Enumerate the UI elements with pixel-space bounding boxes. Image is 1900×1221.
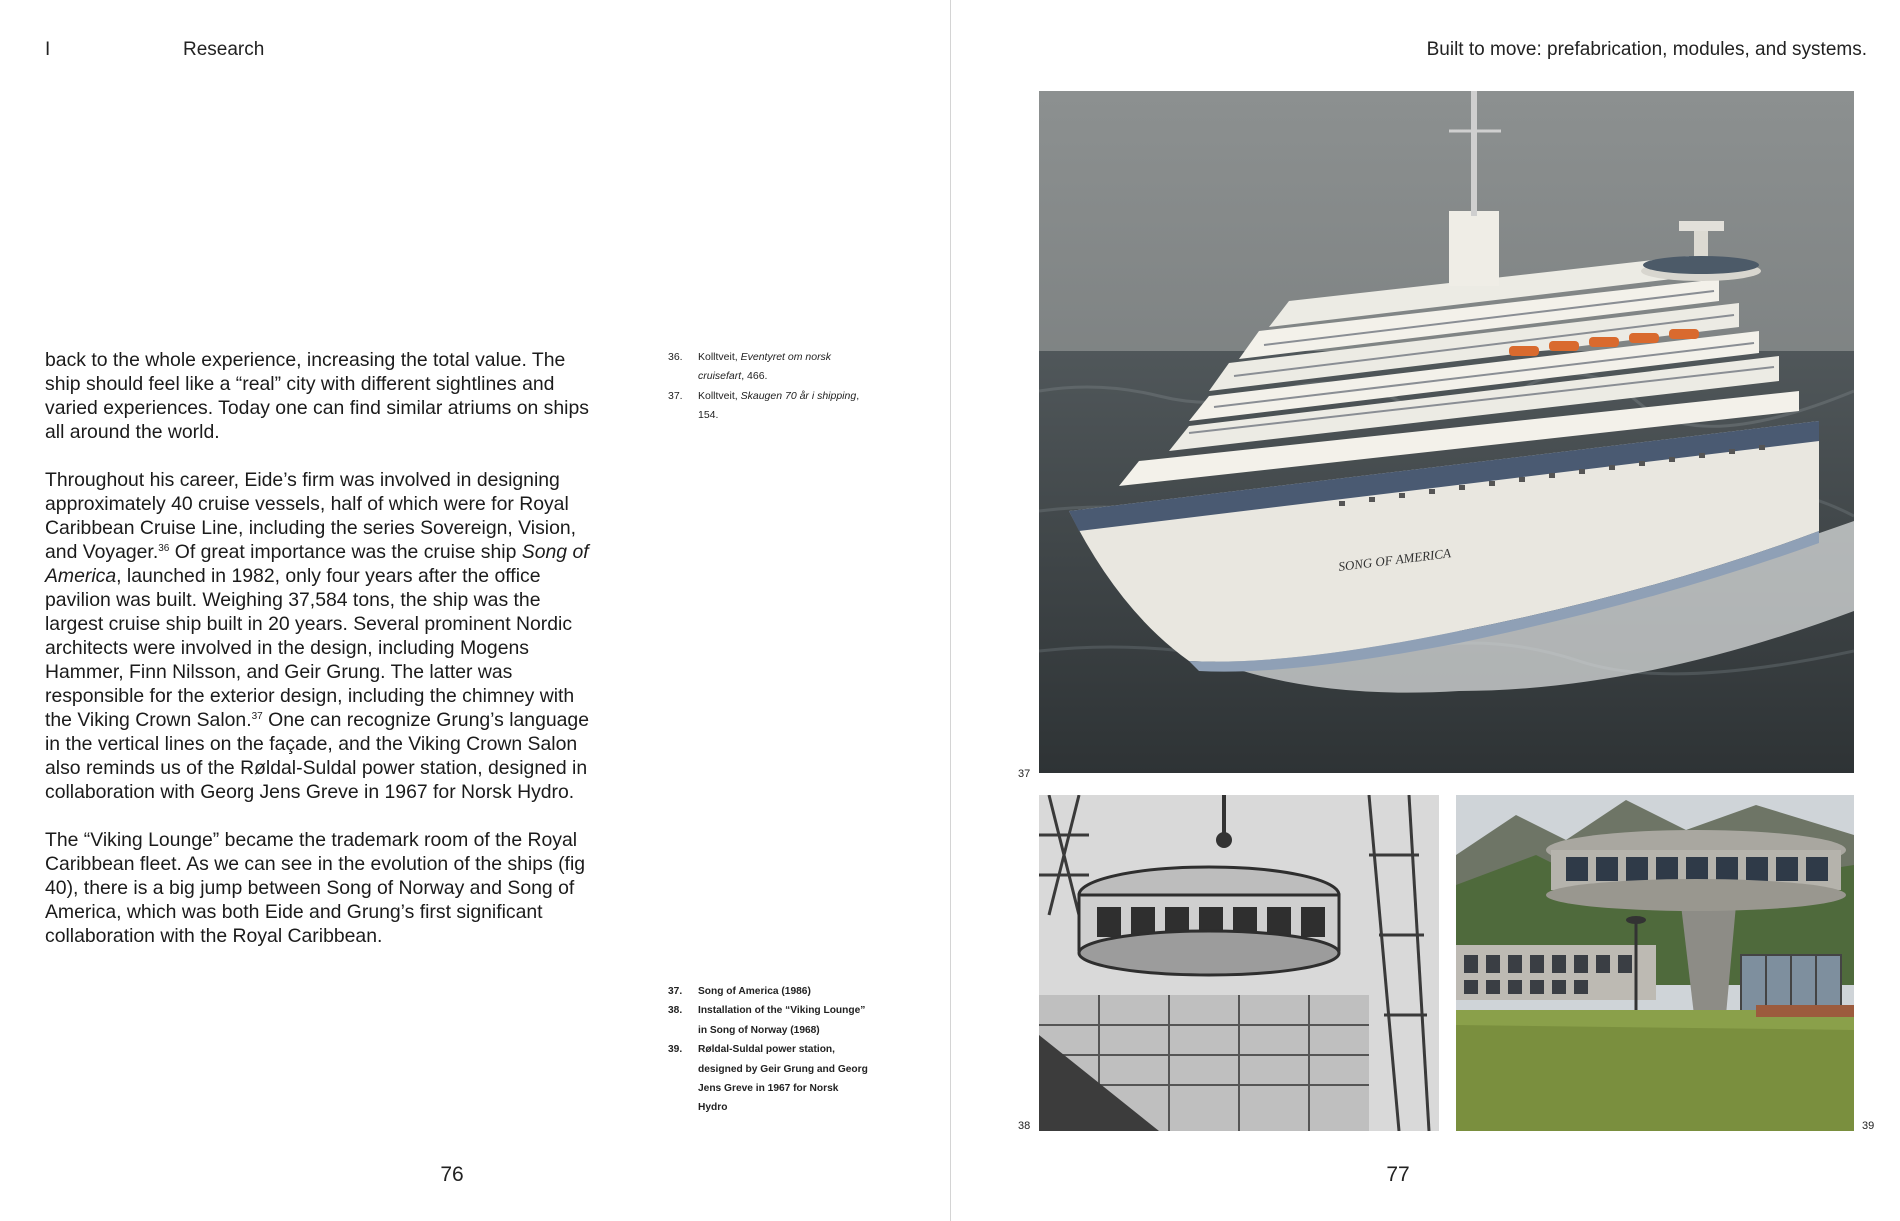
body-text xyxy=(45,348,590,972)
figure-captions xyxy=(668,982,868,1118)
running-title-left: Research xyxy=(183,39,265,60)
endnotes xyxy=(668,348,868,426)
ship-illustration xyxy=(1039,91,1854,773)
page-number-left: 76 xyxy=(440,1163,464,1186)
page-number-right: 77 xyxy=(1386,1163,1410,1186)
paragraph-3: The “Viking Lounge” became the trademark room of the Royal Caribbean fleet. As we can see in the evolution of the ships (fig 40), there is a big jump between Song of Norway and Song of America, which was both Eide and Grung’s first significant collaboration with the Royal Caribbean. xyxy=(45,829,586,947)
running-title-right: Built to move: prefabrication, modules, and systems. xyxy=(1426,39,1867,60)
footnote-ref-37[interactable]: 37 xyxy=(251,711,263,722)
hull-name: SONG OF AMERICA xyxy=(1337,545,1452,574)
caption-37: 37. Song of America (1986) xyxy=(668,986,811,997)
endnote-36: 36. Kolltveit, Eventyret om norsk cruisefart, 466. xyxy=(668,351,832,383)
installation-illustration xyxy=(1039,795,1439,1131)
footnote-ref-36[interactable]: 36 xyxy=(158,543,170,554)
figure-label-38: 38 xyxy=(1018,1120,1031,1132)
section-mark: I xyxy=(45,39,51,60)
figure-38-installation-photo xyxy=(1039,795,1439,1131)
caption-38: 38. Installation of the “Viking Lounge” in Song of Norway (1968) xyxy=(668,1005,866,1036)
paragraph-1: back to the whole experience, increasing the total value. The ship should feel like a “real” city with different sightlines and varied experiences. Today one can find similar atriums on ships all around the world. xyxy=(45,349,589,443)
figure-37-song-of-america-photo xyxy=(1039,91,1854,773)
endnote-37: 37. Kolltveit, Skaugen 70 år i shipping, 154. xyxy=(668,389,860,422)
paragraph-2: Throughout his career, Eide’s firm was involved in designing approximately 40 cruise vessels, half of which were for Royal Caribbean Cruise Line, including the series Sovereign, Vision, and Voyager.$^{36}$ Of great importance was the cruise ship Song of America, launched in 1982, only four years after the office pavilion was built. Weighing 37,584 tons, the ship was the largest cruise ship built in 20 years. Several prominent Nordic architects were involved in the design, including Mogens Hammer, Finn Nilsson, and Geir Grung. The latter was responsible for the exterior design, including the chimney with the Viking Crown Salon.$^{37}$ One can recognize Grung’s language in the vertical lines on the façade, and the Viking Crown Salon also reminds us of the Røldal-Suldal power station, designed in collaboration with Georg Jens Greve in 1967 for Norsk Hydro. xyxy=(45,469,589,803)
right-page xyxy=(951,0,1900,1221)
caption-39: 39. Røldal-Suldal power station, designed by Geir Grung and Georg Jens Greve in 1967 for Norsk Hydro xyxy=(668,1044,868,1114)
figure-label-39: 39 xyxy=(1862,1120,1875,1132)
figure-label-37: 37 xyxy=(1018,768,1031,780)
power-station-illustration xyxy=(1456,795,1854,1131)
figure-39-power-station-photo xyxy=(1456,795,1854,1131)
